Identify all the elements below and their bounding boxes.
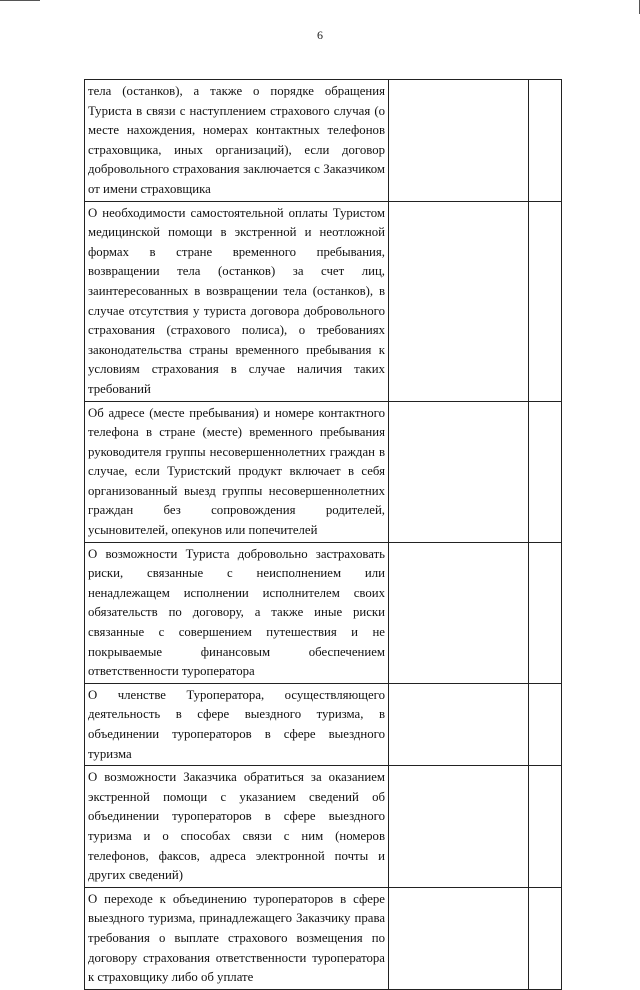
- note-cell: [529, 80, 562, 202]
- table-row: [85, 80, 562, 202]
- answer-cell: [389, 401, 529, 542]
- answer-cell: [389, 201, 529, 401]
- table-row: [85, 683, 562, 765]
- row-text: Об адресе (месте пребывания) и номере контактного телефона в стране (месте) временного пребывания руководителя группы несовершеннолетних граждан в случае, если Туристский продукт включает в себя организованный выезд группы несовершеннолетних граждан без сопровождения родителей, усыновителей, опекунов или попечителей: [85, 401, 389, 542]
- row-text: О членстве Туроператора, осуществляющего деятельность в сфере выездного туризма, в объединении туроператоров в сфере выездного туризма: [85, 683, 389, 765]
- table-row: [85, 887, 562, 989]
- answer-cell: [389, 542, 529, 683]
- note-cell: [529, 887, 562, 989]
- note-cell: [529, 766, 562, 888]
- row-text: тела (останков), а также о порядке обращения Туриста в связи с наступлением страхового случая (о месте нахождения, номерах контактных телефонов страховщика, иных организаций), если договор добровольного страхования заключается с Заказчиком от имени страховщика: [85, 80, 389, 202]
- table-row: [85, 401, 562, 542]
- info-table: [84, 79, 562, 990]
- table-row: [85, 542, 562, 683]
- top-edge-mark: [0, 0, 40, 1]
- table-row: [85, 766, 562, 888]
- answer-cell: [389, 683, 529, 765]
- row-text: О возможности Заказчика обратиться за оказанием экстренной помощи с указанием сведений об объединении туроператоров в сфере выездного туризма и о способах связи с ним (номеров телефонов, факсов, адреса электронной почты и других сведений): [85, 766, 389, 888]
- note-cell: [529, 401, 562, 542]
- row-text: О необходимости самостоятельной оплаты Туристом медицинской помощи в экстренной и неотложной формах в стране временного пребывания, возвращении тела (останков) за счет лиц, заинтересованных в возвращении тела (останков), в случае отсутствия у туриста договора добровольного страхования (страхового полиса), о требованиях законодательства страны временного пребывания к условиям страхования в случае наличия таких требований: [85, 201, 389, 401]
- note-cell: [529, 683, 562, 765]
- note-cell: [529, 542, 562, 683]
- table-row: [85, 201, 562, 401]
- note-cell: [529, 201, 562, 401]
- answer-cell: [389, 766, 529, 888]
- row-text: О возможности Туриста добровольно застраховать риски, связанные с неисполнением или ненадлежащем исполнении исполнителем своих обязательств по договору, а также иные риски связанные с совершением путешествия и не покрываемые финансовым обеспечением ответственности туроператора: [85, 542, 389, 683]
- page-number: 6: [317, 28, 323, 42]
- answer-cell: [389, 80, 529, 202]
- answer-cell: [389, 887, 529, 989]
- row-text: О переходе к объединению туроператоров в сфере выездного туризма, принадлежащего Заказчику права требования о выплате страхового возмещения по договору страхования ответственности туроператора к страховщику либо об уплате: [85, 887, 389, 989]
